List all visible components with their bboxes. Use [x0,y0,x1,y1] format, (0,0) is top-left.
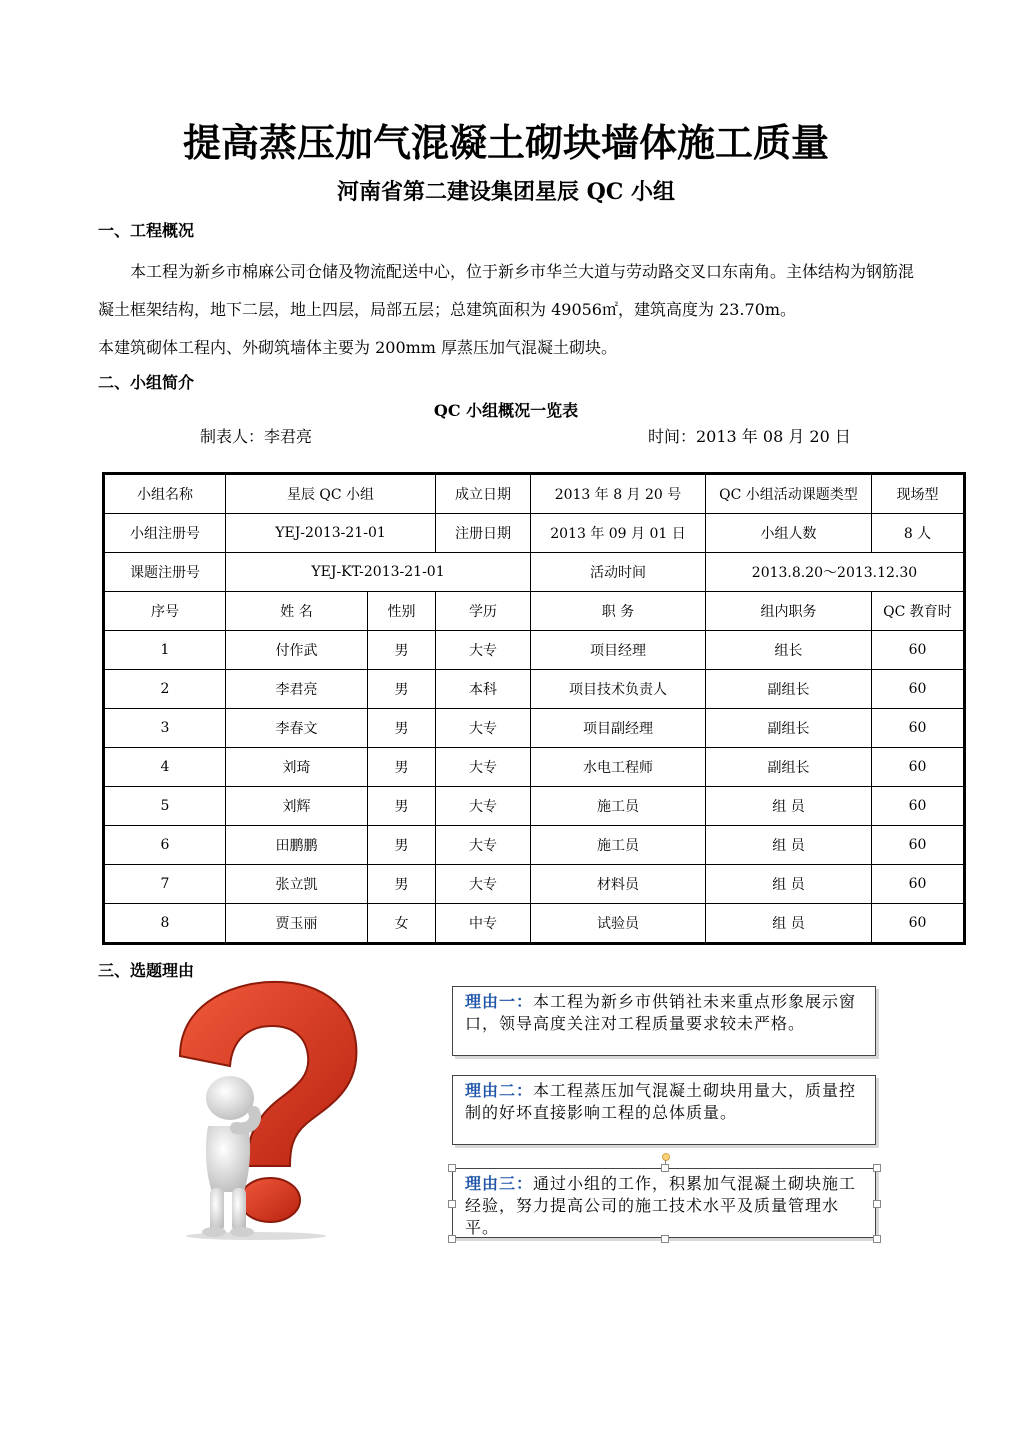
table-cell: 现场型 [872,474,965,514]
table-cell: 1 [104,631,226,670]
table-cell: 3 [104,709,226,748]
table-cell: 本科 [436,670,531,709]
table-cell: 2013 年 09 月 01 日 [531,514,706,553]
table-cell: 60 [872,865,965,904]
column-header: 姓 名 [226,592,368,631]
table-row [104,826,965,865]
table-cell: YEJ-KT-2013-21-01 [226,553,531,592]
table-cell: QC 小组活动课题类型 [706,474,872,514]
table-cell: 男 [368,865,436,904]
table-cell: 小组名称 [104,474,226,514]
table-cell: 60 [872,826,965,865]
document-title: 提高蒸压加气混凝土砌块墙体施工质量 [182,121,829,165]
reason-box-3[interactable] [452,1168,876,1238]
resize-handle-icon[interactable] [661,1235,669,1243]
overview-paragraph [98,253,920,367]
table-cell: 60 [872,709,965,748]
table-cell: 大专 [436,787,531,826]
table-row [104,709,965,748]
table-cell: 注册日期 [436,514,531,553]
table-cell: 试验员 [531,904,706,944]
column-header: 序号 [104,592,226,631]
table-row [104,553,965,592]
table-cell: 7 [104,865,226,904]
table-cell: 副组长 [706,670,872,709]
table-cell: 大专 [436,709,531,748]
table-cell: 项目经理 [531,631,706,670]
table-date: 时间：2013 年 08 月 20 日 [648,427,851,446]
resize-handle-icon[interactable] [448,1235,456,1243]
table-cell: YEJ-2013-21-01 [226,514,436,553]
table-cell: 材料员 [531,865,706,904]
table-cell: 大专 [436,865,531,904]
column-header: QC 教育时 [872,592,965,631]
overview-text-1: 本工程为新乡市棉麻公司仓储及物流配送中心，位于新乡市华兰大道与劳动路交叉口东南角。主体结构为钢筋混凝土框架结构，地下二层，地上四层，局部五层；总建筑面积为 49056㎡，建筑高度为 23.70m。 [98,262,915,319]
reason-label: 理由一： [465,992,534,1011]
table-cell: 小组注册号 [104,514,226,553]
table-cell: 施工员 [531,787,706,826]
section-heading-group: 二、小组简介 [98,373,195,392]
table-row [104,787,965,826]
table-row [104,514,965,553]
reason-label: 理由三： [465,1174,534,1193]
table-cell: 活动时间 [531,553,706,592]
table-cell: 2 [104,670,226,709]
table-cell: 60 [872,748,965,787]
table-cell: 6 [104,826,226,865]
table-cell: 刘琦 [226,748,368,787]
table-cell: 星辰 QC 小组 [226,474,436,514]
resize-handle-icon[interactable] [873,1200,881,1208]
table-cell: 课题注册号 [104,553,226,592]
resize-handle-icon[interactable] [661,1164,669,1172]
resize-handle-icon[interactable] [873,1235,881,1243]
table-header-row [104,592,965,631]
table-cell: 5 [104,787,226,826]
table-cell: 施工员 [531,826,706,865]
qc-group-table [102,472,966,945]
table-cell: 男 [368,787,436,826]
table-cell: 刘辉 [226,787,368,826]
table-row [104,670,965,709]
rotate-handle-icon[interactable] [662,1153,670,1161]
resize-handle-icon[interactable] [873,1164,881,1172]
column-header: 职 务 [531,592,706,631]
table-cell: 李君亮 [226,670,368,709]
reason-box-1 [452,986,876,1056]
reason-text: 通过小组的工作，积累加气混凝土砌块施工经验，努力提高公司的施工技术水平及质量管理水平。 [465,1174,857,1237]
table-cell: 组 员 [706,826,872,865]
document-subtitle: 河南省第二建设集团星辰 QC 小组 [337,179,675,205]
table-maker: 制表人：李君亮 [200,427,313,446]
reason-label: 理由二： [465,1081,534,1100]
table-cell: 60 [872,631,965,670]
table-cell: 张立凯 [226,865,368,904]
table-row [104,474,965,514]
table-cell: 副组长 [706,748,872,787]
table-cell: 大专 [436,826,531,865]
table-cell: 组长 [706,631,872,670]
table-cell: 60 [872,904,965,944]
table-row [104,865,965,904]
table-cell: 男 [368,709,436,748]
reason-text: 本工程蒸压加气混凝土砌块用量大，质量控制的好坏直接影响工程的总体质量。 [465,1081,857,1122]
table-cell: 水电工程师 [531,748,706,787]
table-cell: 贾玉丽 [226,904,368,944]
table-cell: 组 员 [706,865,872,904]
table-cell: 男 [368,631,436,670]
table-cell: 项目技术负责人 [531,670,706,709]
table-cell: 8 [104,904,226,944]
table-cell: 60 [872,670,965,709]
table-cell: 大专 [436,631,531,670]
section-heading-reasons: 三、选题理由 [98,961,195,980]
table-cell: 小组人数 [706,514,872,553]
table-cell: 项目副经理 [531,709,706,748]
table-cell: 男 [368,670,436,709]
column-header: 性别 [368,592,436,631]
table-cell: 2013.8.20～2013.12.30 [706,553,965,592]
table-cell: 中专 [436,904,531,944]
table-cell: 组 员 [706,787,872,826]
table-cell: 女 [368,904,436,944]
thinking-figure-question-mark-icon [160,978,370,1240]
table-row [104,904,965,944]
overview-text-2: 本建筑砌体工程内、外砌筑墙体主要为 200mm 厚蒸压加气混凝土砌块。 [98,338,618,357]
column-header: 学历 [436,592,531,631]
table-cell: 男 [368,826,436,865]
table-cell: 成立日期 [436,474,531,514]
section-heading-overview: 一、工程概况 [98,221,195,240]
table-caption: QC 小组概况一览表 [433,401,579,420]
table-cell: 组 员 [706,904,872,944]
table-cell: 60 [872,787,965,826]
table-cell: 2013 年 8 月 20 号 [531,474,706,514]
table-cell: 田鹏鹏 [226,826,368,865]
table-cell: 大专 [436,748,531,787]
table-cell: 李春文 [226,709,368,748]
reason-box-2 [452,1075,876,1145]
column-header: 组内职务 [706,592,872,631]
resize-handle-icon[interactable] [448,1164,456,1172]
resize-handle-icon[interactable] [448,1200,456,1208]
table-cell: 8 人 [872,514,965,553]
table-cell: 4 [104,748,226,787]
table-row [104,748,965,787]
table-row [104,631,965,670]
reason-text: 本工程为新乡市供销社未来重点形象展示窗口，领导高度关注对工程质量要求较未严格。 [465,992,857,1033]
table-cell: 副组长 [706,709,872,748]
table-cell: 男 [368,748,436,787]
table-cell: 付作武 [226,631,368,670]
